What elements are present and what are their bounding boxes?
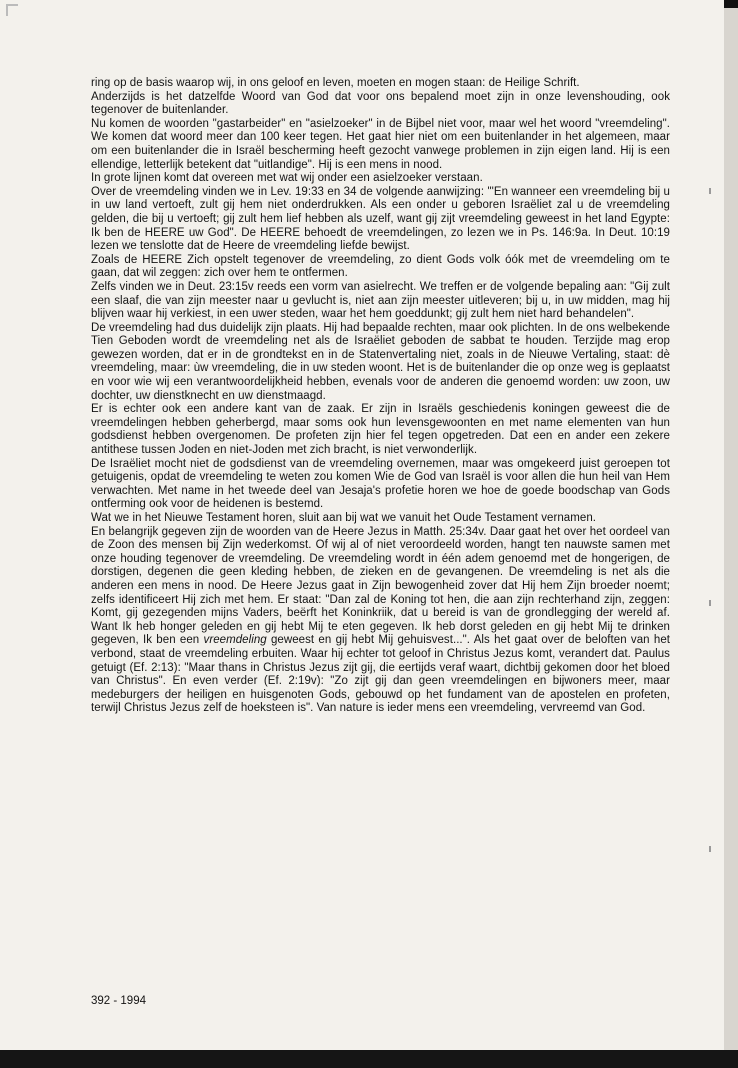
- paragraph-text-after: geweest en gij hebt Mij gehuisvest...". Als het gaat over de beloften van het verbond, staat de vreemdeling erbuiten. Waar hij echter tot geloof in Christus Jezus komt, verandert dat. Paulus getuigt (Ef. 2:13): "Maar thans in Christus Jezus zijt gij, die eertijds veraf waart, dichtbij gekomen door het bloed van Christus". En even verder (Ef. 2:19v): "Zo zijt gij dan geen vreemdelingen en bijwoners meer, maar medeburgers der heiligen en huisgenoten Gods, gebouwd op het fundament van de apostelen en profeten, terwijl Christus Jezus zelf de hoeksteen is". Van nature is ieder mens een vreemdeling, vervreemd van God.: [91, 634, 671, 715]
- paragraph: Nu komen de woorden "gastarbeider" en "asielzoeker" in de Bijbel niet voor, maar wel het woord "vreemdeling". We komen dat woord meer dan 100 keer tegen. Het gaat hier niet om een buitenlander in het algemeen, maar om een buitenlander die in Israël bescherming heeft gezocht vanwege problemen in zijn eigen land. Hij is een ellendige, letterlijk betekent dat "uitlandige". Hij is een mens in nood.: [91, 117, 670, 171]
- scan-bottom-edge: [0, 1050, 738, 1068]
- paragraph-text-before: En belangrijk gegeven zijn de woorden van de Heere Jezus in Matth. 25:34v. Daar gaat het over het oordeel van de Zoon des mensen bij Zijn wederkomst. Of wij al of niet veroordeeld worden, hangt ten nauwste samen met onze houding tegenover de vreemdeling. De vreemdeling wordt in één adem genoemd met de hongerigen, de dorstigen, degenen die geen kleding hebben, de zieken en de gevangenen. De vreemdeling is net als die anderen een mens in nood. De Heere Jezus gaat in Zijn bewogenheid zover dat Hij hem Zijn broeder noemt; zelfs identificeert Hij zich met hem. Er staat: "Dan zal de Koning tot hen, die aan zijn rechterhand zijn, zeggen: Komt, gij gezegenden mijns Vaders, beërft het Koninkriik, dat u bereid is van de grondlegging der wereld af. Want Ik heb honger geleden en gij hebt Mij te eten gegeven. Ik heb dorst geleden en gij hebt Mij te drinken gegeven, Ik ben een: [91, 525, 670, 647]
- paragraph-matthew: [91, 526, 670, 716]
- paragraph: Wat we in het Nieuwe Testament horen, sluit aan bij wat we vanuit het Oude Testament vernamen.: [91, 512, 597, 524]
- scan-corner-mark: [6, 4, 18, 16]
- paragraph: Zelfs vinden we in Deut. 23:15v reeds een vorm van asielrecht. We treffen er de volgende bepaling aan: "Gij zult een slaaf, die van zijn meester naar u gevlucht is, niet aan zijn meester uitleveren; bij u, in uw midden, mag hij blijven waar hij verkiest, in een uwer steden, waar het hem goeddunkt; gij zult hem niet hard behandelen".: [91, 280, 670, 321]
- scan-corner-shadow: [724, 0, 738, 8]
- paragraph: In grote lijnen komt dat overeen met wat wij onder een asielzoeker verstaan.: [91, 172, 483, 185]
- paragraph: Er is echter ook een andere kant van de zaak. Er zijn in Israëls geschiedenis koningen geweest die de vreemdelingen hebben geherbergd, maar soms ook hun levensgewoonten en met name elementen van hun godsdienst hebben overgenomen. De profeten zijn hier fel tegen opgetreden. Dat een en ander een zekere antithese tussen Joden en niet-Joden met zich bracht, is niet verwonderlijk.: [91, 403, 670, 457]
- paragraph: Anderzijds is het datzelfde Woord van God dat voor ons bepalend moet zijn in onze levenshouding, ook tegenover de buitenlander.: [91, 90, 670, 117]
- margin-mark: [709, 188, 711, 194]
- margin-mark: [709, 600, 711, 606]
- paragraph: De vreemdeling had dus duidelijk zijn plaats. Hij had bepaalde rechten, maar ook plichten. In de ons welbekende Tien Geboden wordt de vreemdeling net als de Israëliet geboden de sabbat te houden. Terzijde mag erop gewezen worden, dat er in de grondtekst en in de Statenvertaling niet, zoals in de Nieuwe Vertaling, staat: dè vreemdeling, maar: ùw vreemdeling, die in uw steden woont. Het is de buitenlander die op onze weg is geplaatst en voor wie wij een verantwoordelijkheid hebben, evenals voor de anderen die genoemd worden: uw zoon, uw dochter, uw dienstknecht en uw dienstmaagd.: [91, 321, 670, 402]
- paragraph: Over de vreemdeling vinden we in Lev. 19:33 en 34 de volgende aanwijzing: "'En wanneer een vreemdeling bij u in uw land vertoeft, zult gij hem niet onderdrukken. Als een onder u geboren Israëliet zal u de vreemdeling gelden, die bij u vertoeft; gij zult hem lief hebben als uzelf, want gij zijt vreemdeling geweest in het land Egypte: Ik ben de HEERE uw God". De HEERE behoedt de vreemdelingen, zo lezen we in Ps. 146:9a. In Deut. 10:19 lezen we tenslotte dat de Heere de vreemdeling liefde bewijst.: [91, 185, 670, 253]
- paragraph: ring op de basis waarop wij, in ons geloof en leven, moeten en mogen staan: de Heilige Schrift.: [91, 77, 580, 89]
- paragraph: De Israëliet mocht niet de godsdienst van de vreemdeling overnemen, maar was omgekeerd juist geroepen tot getuigenis, opdat de vreemdeling te weten zou komen Wie de God van Israël is voor allen die hun heil van Hem verwachten. Met name in het tweede deel van Jesaja's profetie horen we hoe de goede boodschap van Gods ontferming ook voor de heidenen is bestemd.: [91, 457, 670, 511]
- paragraph: Zoals de HEERE Zich opstelt tegenover de vreemdeling, zo dient Gods volk óók met de vreemdeling om te gaan, dat wil zeggen: zich over hem te ontfermen.: [91, 253, 670, 280]
- emphasized-word: vreemdeling: [203, 634, 267, 647]
- margin-mark: [709, 846, 711, 852]
- page-number: 392 - 1994: [91, 995, 146, 1007]
- article-body: [91, 77, 670, 716]
- scan-right-edge: [724, 0, 738, 1068]
